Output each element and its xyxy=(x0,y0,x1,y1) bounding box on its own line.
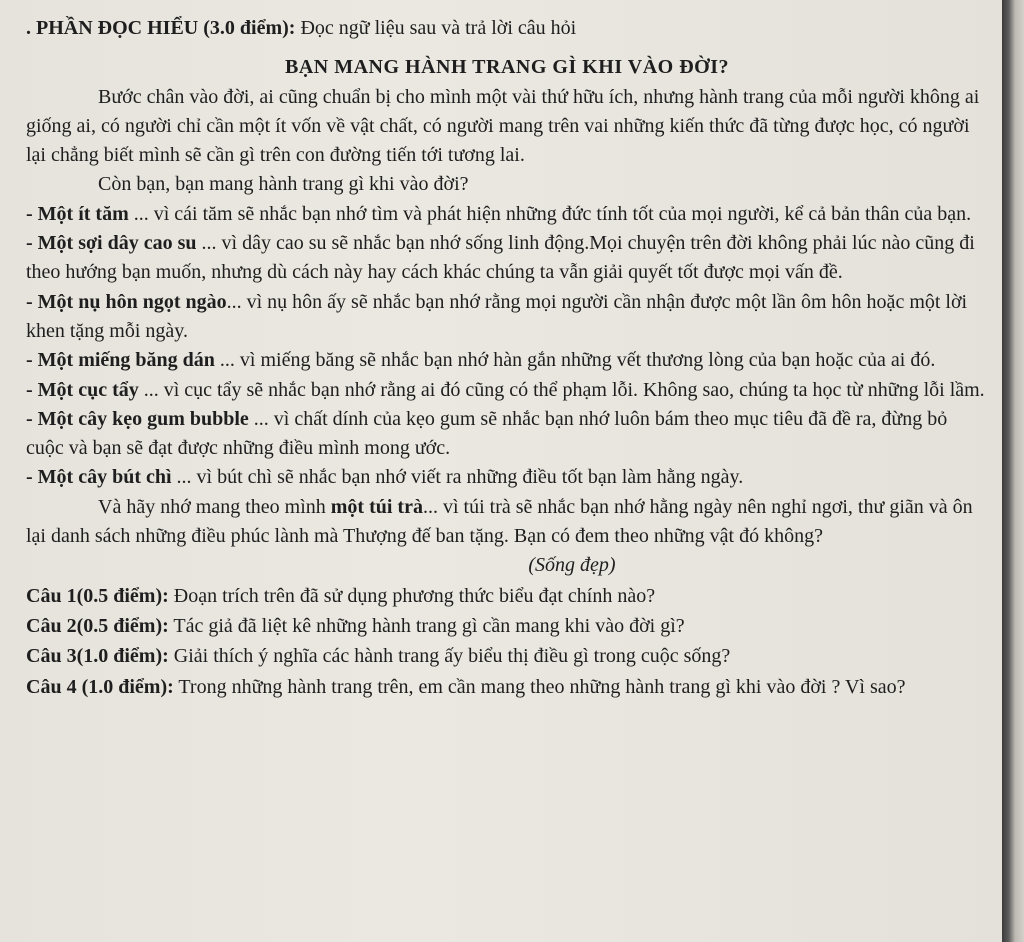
item-name: - Một sợi dây cao su xyxy=(26,232,197,255)
closing-post: ... vì túi trà sẽ nhắc bạn nhớ hằng ngày nên nghỉ ngơi, thư giãn và ôn lại danh sách những điều phúc lành mà Thượng đế ban tặng. Bạn có đem theo những vật đó không? xyxy=(26,495,973,548)
closing-paragraph xyxy=(26,493,988,552)
question-label: Câu 2(0.5 điểm): xyxy=(26,614,169,637)
closing-item: một túi trà xyxy=(330,495,423,518)
question-text: Trong những hành trang trên, em cần mang theo những hành trang gì khi vào đời ? Vì sao? xyxy=(173,675,906,698)
passage-title: BẠN MANG HÀNH TRANG GÌ KHI VÀO ĐỜI? xyxy=(284,56,729,79)
item-name: - Một cục tẩy xyxy=(26,378,139,401)
item-text: ... vì chất dính của kẹo gum sẽ nhắc bạn nhớ luôn bám theo mục tiêu đã đề ra, đừng bỏ cuộc và bạn sẽ đạt được những điều mình mong ước. xyxy=(26,407,948,460)
item-text: ... vì cục tẩy sẽ nhắc bạn nhớ rằng ai đó cũng có thể phạm lỗi. Không sao, chúng ta học từ những lỗi lầm. xyxy=(138,378,985,401)
question-intro: Còn bạn, bạn mang hành trang gì khi vào đời? xyxy=(98,173,469,196)
list-item xyxy=(26,346,988,375)
item-name: - Một ít tăm xyxy=(26,202,129,225)
question-item xyxy=(26,673,988,702)
section-label: . PHẦN ĐỌC HIỂU (3.0 điểm): xyxy=(26,17,296,39)
question-text: Tác giả đã liệt kê những hành trang gì cần mang khi vào đời gì? xyxy=(168,614,685,637)
question-item xyxy=(26,582,988,611)
item-name: - Một nụ hôn ngọt ngào xyxy=(26,290,227,313)
question-label: Câu 4 (1.0 điểm): xyxy=(26,675,174,698)
item-name: - Một cây kẹo gum bubble xyxy=(26,407,249,430)
section-heading xyxy=(26,14,988,43)
item-text: ... vì cái tăm sẽ nhắc bạn nhớ tìm và phát hiện những đức tính tốt của mọi người, kể cả bản thân của bạn. xyxy=(128,202,972,225)
question-item xyxy=(26,612,988,641)
list-item xyxy=(26,229,988,288)
intro-paragraph: Bước chân vào đời, ai cũng chuẩn bị cho mình một vài thứ hữu ích, nhưng hành trang của mỗi người không ai giống ai, có người chỉ cần một ít vốn về vật chất, có người mang trên vai những kiến thức đã từng được học, có người lại chẳng biết mình sẽ cần gì trên con đường tiến tới tương lai. xyxy=(26,85,980,167)
section-instruction: Đọc ngữ liệu sau và trả lời câu hỏi xyxy=(295,17,577,39)
question-item xyxy=(26,642,988,671)
document-content xyxy=(26,14,988,703)
list-item xyxy=(26,200,988,229)
item-text: ... vì nụ hôn ấy sẽ nhắc bạn nhớ rằng mọi người cần nhận được một lần ôm hôn hoặc một lời khen tặng mỗi ngày. xyxy=(26,290,968,342)
item-text: ... vì bút chì sẽ nhắc bạn nhớ viết ra những điều tốt bạn làm hằng ngày. xyxy=(171,466,744,489)
question-label: Câu 1(0.5 điểm): xyxy=(26,584,169,607)
source-citation: (Sống đẹp) xyxy=(528,554,616,577)
list-item xyxy=(26,463,988,492)
list-item xyxy=(26,405,988,464)
item-text: ... vì dây cao su sẽ nhắc bạn nhớ sống linh động.Mọi chuyện trên đời không phải lúc nào cũng đi theo hướng bạn muốn, nhưng dù cách này hay cách khác chúng ta vẫn giải quyết tốt được mọi vấn đề. xyxy=(26,232,975,284)
question-label: Câu 3(1.0 điểm): xyxy=(26,645,169,668)
list-item xyxy=(26,288,988,347)
question-text: Giải thích ý nghĩa các hành trang ấy biểu thị điều gì trong cuộc sống? xyxy=(168,645,731,668)
list-item xyxy=(26,376,988,405)
item-text: ... vì miếng băng sẽ nhắc bạn nhớ hàn gắn những vết thương lòng của bạn hoặc của ai đó. xyxy=(214,349,936,372)
question-text: Đoạn trích trên đã sử dụng phương thức biểu đạt chính nào? xyxy=(168,584,656,607)
page-binding-edge xyxy=(1002,0,1024,942)
item-name: - Một miếng băng dán xyxy=(26,349,215,372)
item-name: - Một cây bút chì xyxy=(26,466,172,489)
closing-pre: Và hãy nhớ mang theo mình xyxy=(98,495,331,518)
